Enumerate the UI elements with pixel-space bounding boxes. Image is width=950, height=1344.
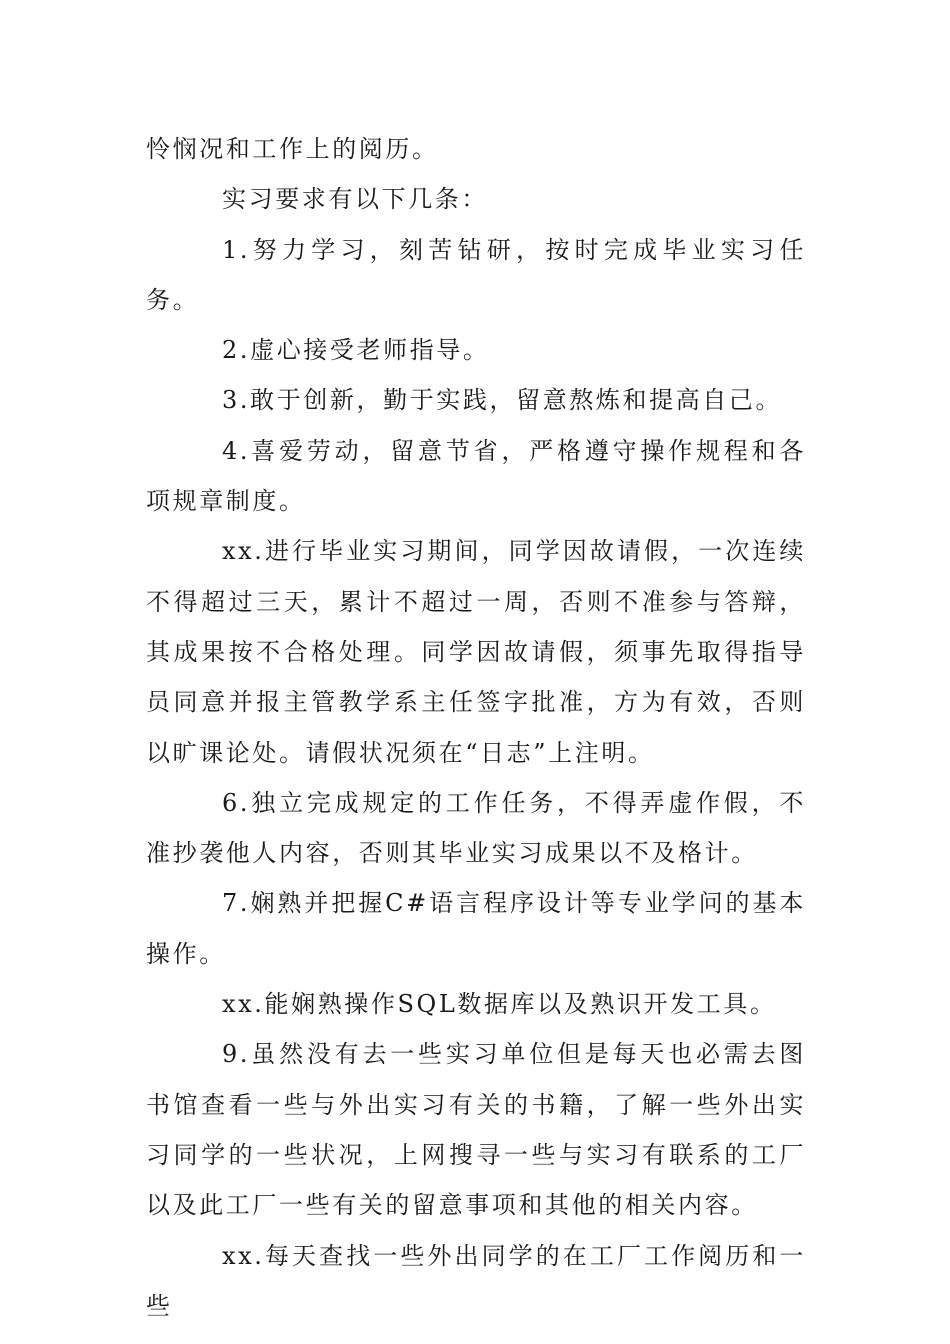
paragraph-item-4: 4.喜爱劳动，留意节省，严格遵守操作规程和各项规章制度。 [146, 436, 806, 516]
paragraph-continuation: 怜悯况和工作上的阅历。 [146, 135, 439, 163]
paragraph-item-6: 6.独立完成规定的工作任务，不得弄虚作假，不准抄袭他人内容，否则其毕业实习成果以不及格计。 [146, 788, 806, 868]
paragraph-requirements-intro: 实习要求有以下几条： [222, 185, 488, 214]
paragraph-item-7: 7.娴熟并把握C#语言程序设计等专业学问的基本操作。 [146, 889, 806, 968]
paragraph-item-10: xx.每天查找一些外出同学的在工厂工作阅历和一些 [146, 1241, 806, 1320]
paragraph-item-2: 2.虚心接受老师指导。 [222, 336, 490, 365]
body-text [146, 124, 806, 1331]
paragraph-item-9: 9.虽然没有去一些实习单位但是每天也必需去图书馆查看一些与外出实习有关的书籍，了解一些外出实习同学的一些状况，上网搜寻一些与实习有联系的工厂以及此工厂一些有关的留意事项和其他的相关内容。 [146, 1040, 806, 1220]
paragraph-item-3: 3.敢于创新，勤于实践，留意熬炼和提高自己。 [222, 386, 783, 415]
paragraph-item-5: xx.进行毕业实习期间，同学因故请假，一次连续不得超过三天，累计不超过一周，否则不准参与答辩，其成果按不合格处理。同学因故请假，须事先取得指导员同意并报主管教学系主任签字批准，方为有效，否则以旷课论处。请假状况须在“日志”上注明。 [146, 537, 806, 767]
paragraph-item-1: 1.努力学习，刻苦钻研，按时完成毕业实习任务。 [146, 235, 806, 314]
paragraph-item-8: xx.能娴熟操作SQL数据库以及熟识开发工具。 [222, 990, 777, 1019]
